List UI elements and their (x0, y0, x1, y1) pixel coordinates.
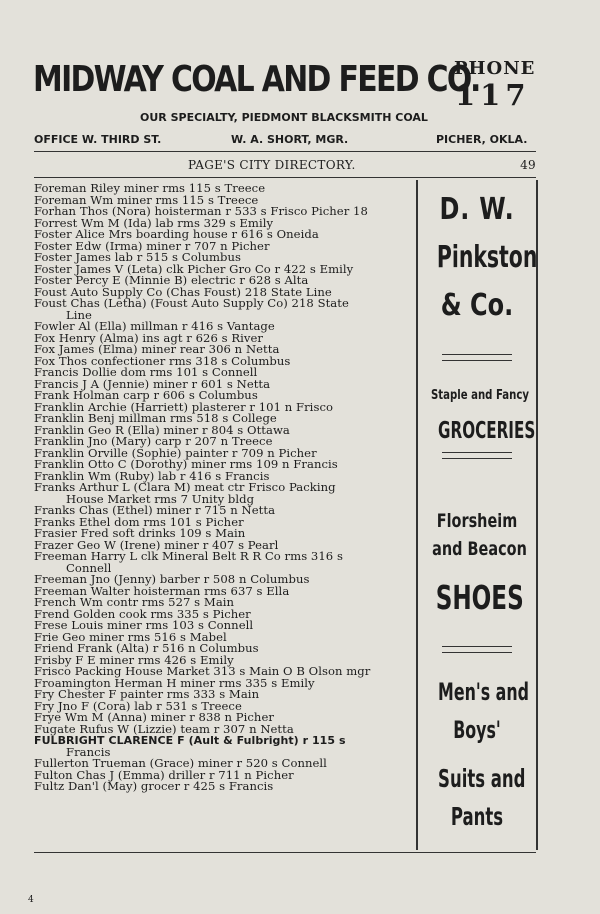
list-item: Franklin Benj millman rms 518 s College (34, 411, 277, 425)
list-item: Frie Geo miner rms 516 s Mabel (34, 629, 227, 644)
list-item: Fulton Chas J (Emma) driller r 711 n Picher (34, 767, 294, 782)
list-item: Franklin Otto C (Dorothy) miner rms 109 n Francis (34, 457, 338, 471)
ad-name-line-3: & Co. (440, 288, 514, 323)
list-item: Foust Auto Supply Co (Chas Foust) 218 State Line (34, 284, 332, 299)
list-item: Fowler Al (Ella) millman r 416 s Vantage (34, 319, 275, 333)
footer-rule (34, 852, 536, 853)
list-item: Fox James (Elma) miner rear 306 n Netta (34, 342, 280, 356)
ad-name-line-1: D. W. (439, 192, 515, 227)
list-item: French Wm contr rms 527 s Main (34, 595, 235, 609)
phone-number: 117 (455, 78, 531, 112)
list-item-continuation: Line (66, 307, 92, 322)
list-item-continuation: Connell (66, 560, 112, 575)
directory-entries (34, 183, 414, 793)
ad-staple: Staple and Fancy (430, 388, 529, 403)
list-item: Franklin Wm (Ruby) lab r 416 s Francis (34, 468, 270, 483)
list-item: Frazer Geo W (Irene) miner r 407 s Pearl (34, 537, 279, 552)
list-item: Freeman Jno (Jenny) barber r 508 n Columbus (34, 572, 310, 586)
list-item: Forrest Wm M (Ida) lab rms 329 s Emily (34, 215, 274, 230)
list-item: Foster Percy E (Minnie B) electric r 628 s Alta (34, 273, 309, 287)
sidebar-advertisement (416, 180, 538, 850)
list-item-continuation: House Market rms 7 Unity bldg (66, 491, 255, 506)
list-item: Franklin Archie (Harriett) plasterer r 101 n Frisco (34, 399, 334, 414)
page-mark: 4 (28, 895, 34, 905)
list-item: Fry Chester F painter rms 333 s Main (34, 687, 260, 701)
directory-title: PAGE'S CITY DIRECTORY. (188, 158, 356, 172)
ad-florsheim: Florsheim (436, 510, 518, 532)
advertiser-title: MIDWAY COAL AND FEED CO. (33, 59, 480, 100)
ad-shoes: SHOES (435, 578, 524, 617)
list-item: Frank Holman carp r 606 s Columbus (34, 388, 258, 402)
list-item: Frisco Packing House Market 313 s Main O B Olson mgr (34, 664, 371, 678)
list-item: Fultz Dan'l (May) grocer r 425 s Francis (34, 779, 274, 793)
list-item: Franklin Geo R (Ella) miner r 804 s Ottawa (34, 422, 290, 437)
list-item: Franklin Orville (Sophie) painter r 709 n Picher (34, 445, 317, 460)
list-item: Franks Arthur L (Clara M) meat ctr Frisco Packing (34, 480, 336, 494)
ad-beacon: and Beacon (432, 538, 527, 560)
list-item: Frisby F E miner rms 426 s Emily (34, 652, 234, 667)
list-item: Francis Dollie dom rms 101 s Connell (34, 365, 258, 379)
list-item: Fox Thos confectioner rms 318 s Columbus (34, 353, 291, 368)
ad-groceries: GROCERIES (438, 418, 536, 444)
phone-label: PHONE (454, 58, 536, 79)
list-item: Foster Alice Mrs boarding house r 616 s Oneida (34, 227, 319, 241)
list-item: Franks Chas (Ethel) miner r 715 n Netta (34, 503, 276, 517)
header-rule (34, 151, 536, 152)
ad-mens: Men's and (438, 678, 529, 706)
list-item: Fullerton Trueman (Grace) miner r 520 s Connell (34, 756, 327, 770)
ad-separator (442, 452, 512, 459)
list-item: Franks Ethel dom rms 101 s Picher (34, 514, 244, 529)
running-head-rule (34, 177, 536, 178)
list-item-continuation: Francis (66, 744, 111, 759)
list-item: Freeman Walter hoisterman rms 637 s Ella (34, 583, 290, 598)
list-item: Frye Wm M (Anna) miner r 838 n Picher (34, 710, 274, 724)
list-item: Friend Frank (Alta) r 516 n Columbus (34, 641, 259, 655)
list-item: Fugate Rufus W (Lizzie) team r 307 n Netta (34, 721, 294, 736)
list-item: Freeman Harry L clk Mineral Belt R R Co rms 316 s (34, 549, 343, 563)
list-item: Francis J A (Jennie) miner r 601 s Netta (34, 376, 271, 391)
ad-name-line-2: Pinkston (436, 240, 538, 275)
ad-suits: Suits and (438, 764, 526, 793)
list-item: Foreman Wm miner rms 115 s Treece (34, 192, 259, 207)
location: PICHER, OKLA. (436, 133, 528, 146)
ad-separator (442, 354, 512, 361)
list-item: Foster Edw (Irma) miner r 707 n Picher (34, 238, 270, 253)
list-item: Foust Chas (Letha) (Foust Auto Supply Co) 218 State (34, 296, 349, 310)
list-item: Franklin Jno (Mary) carp r 207 n Treece (34, 434, 273, 448)
list-item: Foster James V (Leta) clk Picher Gro Co r 422 s Emily (34, 261, 354, 276)
page-number: 49 (520, 158, 536, 172)
list-item: Frasier Fred soft drinks 109 s Main (34, 526, 246, 540)
list-item: Froamington Herman H miner rms 335 s Emily (34, 675, 315, 690)
list-item: Frese Louis miner rms 103 s Connell (34, 618, 254, 632)
ad-boys: Boys' (453, 716, 501, 744)
list-item: Foster James lab r 515 s Columbus (34, 250, 242, 264)
list-item: Fry Jno F (Cora) lab r 531 s Treece (34, 698, 242, 713)
ad-separator (442, 646, 512, 653)
office-address: OFFICE W. THIRD ST. (34, 133, 162, 146)
list-item: Frend Golden cook rms 335 s Picher (34, 606, 251, 621)
specialty-line: OUR SPECIALTY, PIEDMONT BLACKSMITH COAL (140, 111, 428, 124)
ad-pants: Pants (450, 802, 504, 831)
list-item: Foreman Riley miner rms 115 s Treece (34, 181, 266, 195)
manager: W. A. SHORT, MGR. (231, 133, 349, 146)
list-item: Forhan Thos (Nora) hoisterman r 533 s Frisco Picher 18 (34, 204, 368, 218)
list-item: Fox Henry (Alma) ins agt r 626 s River (34, 330, 264, 345)
list-item-bold: FULBRIGHT CLARENCE F (Ault & Fulbright) r 115 s (34, 734, 346, 747)
